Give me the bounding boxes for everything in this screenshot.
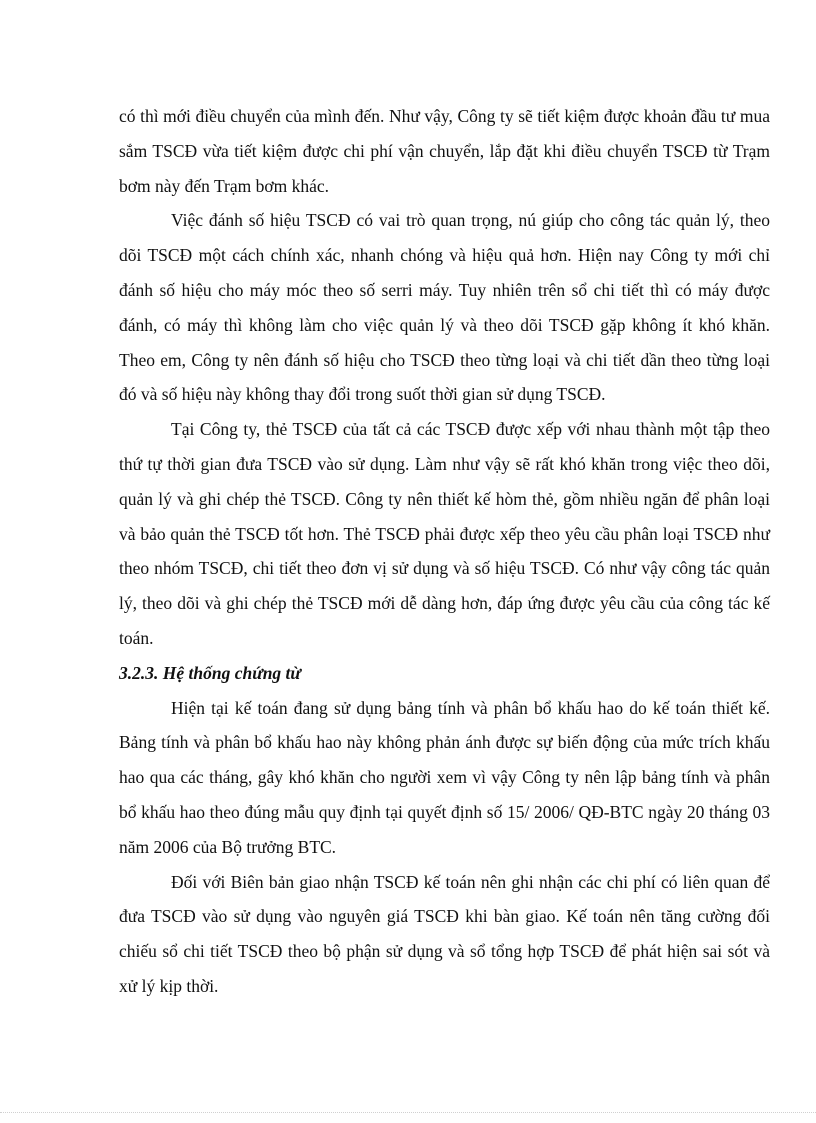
- paragraph-asset-numbering: Việc đánh số hiệu TSCĐ có vai trò quan trọng, nú giúp cho công tác quản lý, theo dõi TSCĐ một cách chính xác, nhanh chóng và hiệu quả hơn. Hiện nay Công ty mới chỉ đánh số hiệu cho máy móc theo số serri máy. Tuy nhiên trên sổ chi tiết thì có máy được đánh, có máy thì không làm cho việc quản lý và theo dõi TSCĐ gặp không ít khó khăn. Theo em, Công ty nên đánh số hiệu cho TSCĐ theo từng loại và chi tiết dần theo từng loại đó và số hiệu này không thay đổi trong suốt thời gian sử dụng TSCĐ.: [119, 210, 770, 405]
- page-bottom-divider: [0, 1112, 816, 1113]
- paragraph-depreciation-table: Hiện tại kế toán đang sử dụng bảng tính và phân bổ khấu hao do kế toán thiết kế. Bảng tính và phân bổ khấu hao này không phản ánh được sự biến động của mức trích khấu hao qua các tháng, gây khó khăn cho người xem vì vậy Công ty nên lập bảng tính và phân bổ khấu hao theo đúng mẫu quy định tại quyết định số 15/ 2006/ QĐ-BTC ngày 20 tháng 03 năm 2006 của Bộ trưởng BTC.: [119, 697, 770, 857]
- section-heading: 3.2.3. Hệ thống chứng từ: [119, 662, 301, 683]
- paragraph-asset-cards: Tại Công ty, thẻ TSCĐ của tất cả các TSCĐ được xếp với nhau thành một tập theo thứ tự thời gian đưa TSCĐ vào sử dụng. Làm như vậy sẽ rất khó khăn trong việc theo dõi, quản lý và ghi chép thẻ TSCĐ. Công ty nên thiết kế hòm thẻ, gồm nhiều ngăn để phân loại và bảo quản thẻ TSCĐ tốt hơn. Thẻ TSCĐ phải được xếp theo yêu cầu phân loại TSCĐ như theo nhóm TSCĐ, chi tiết theo đơn vị sử dụng và số hiệu TSCĐ. Có như vậy công tác quản lý, theo dõi và ghi chép thẻ TSCĐ mới dễ dàng hơn, đáp ứng được yêu cầu của công tác kế toán.: [119, 419, 770, 648]
- paragraph-handover-record: Đối với Biên bản giao nhận TSCĐ kế toán nên ghi nhận các chi phí có liên quan để đưa TSCĐ vào sử dụng vào nguyên giá TSCĐ khi bàn giao. Kế toán nên tăng cường đối chiếu sổ chi tiết TSCĐ theo bộ phận sử dụng và sổ tổng hợp TSCĐ để phát hiện sai sót và xử lý kịp thời.: [119, 871, 770, 996]
- paragraph-continuation: có thì mới điều chuyển của mình đến. Như vậy, Công ty sẽ tiết kiệm được khoản đầu tư mua sắm TSCĐ vừa tiết kiệm được chi phí vận chuyển, lắp đặt khi điều chuyển TSCĐ từ Trạm bơm này đến Trạm bơm khác.: [119, 106, 770, 196]
- document-body: [119, 99, 770, 1004]
